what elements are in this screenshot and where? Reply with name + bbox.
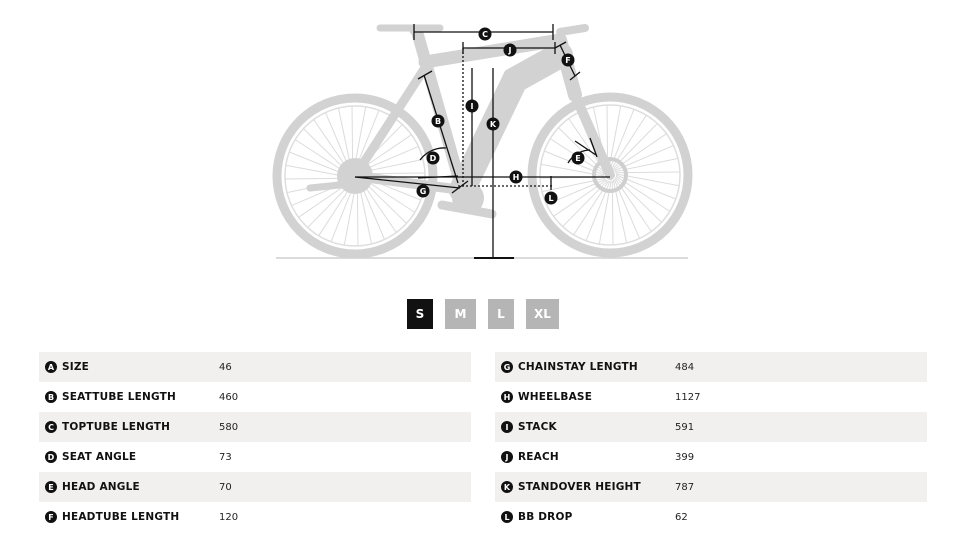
callout-j — [504, 44, 517, 57]
spec-value: 591 — [675, 421, 695, 433]
callout-label: E — [575, 154, 581, 163]
callout-label: K — [489, 120, 497, 129]
spec-label: HEADTUBE LENGTH — [62, 511, 180, 523]
spec-row-reach — [495, 442, 927, 472]
spec-row-wheelbase — [495, 382, 927, 412]
spec-label: TOPTUBE LENGTH — [62, 421, 171, 433]
spec-row-stack — [495, 412, 927, 442]
callout-label: D — [429, 154, 437, 163]
callout-i — [466, 100, 479, 113]
letter-f-badge: F — [45, 511, 57, 523]
spec-label: REACH — [518, 451, 559, 463]
spec-value: 120 — [219, 511, 239, 523]
callout-h — [510, 171, 523, 184]
spec-value: 1127 — [675, 391, 701, 403]
letter-i-badge: I — [501, 421, 513, 433]
size-tab-s[interactable]: S — [407, 299, 433, 329]
letter-a-badge: A — [45, 361, 57, 373]
callout-e — [572, 152, 585, 165]
letter-b-badge: B — [45, 391, 57, 403]
callout-label: J — [508, 46, 512, 55]
letter-l-badge: L — [501, 511, 513, 523]
specs-right-column — [495, 352, 927, 532]
spec-value: 73 — [219, 451, 232, 463]
spec-value: 787 — [675, 481, 695, 493]
spec-value: 62 — [675, 511, 688, 523]
callout-label: G — [419, 187, 427, 196]
spec-label: STACK — [518, 421, 557, 433]
letter-g-badge: G — [501, 361, 513, 373]
spec-value: 70 — [219, 481, 232, 493]
letter-k-badge: K — [501, 481, 513, 493]
size-tab-m[interactable]: M — [445, 299, 476, 329]
spec-label: HEAD ANGLE — [62, 481, 140, 493]
size-selector — [0, 299, 959, 329]
letter-c-badge: C — [45, 421, 57, 433]
spec-label: SIZE — [62, 361, 90, 373]
spec-row-headtube-length — [39, 502, 471, 532]
spec-label: CHAINSTAY LENGTH — [518, 361, 638, 373]
letter-j-badge: J — [501, 451, 513, 463]
spec-row-toptube-length — [39, 412, 471, 442]
callout-label: B — [434, 117, 442, 126]
size-tab-l[interactable]: L — [488, 299, 514, 329]
spec-value: 399 — [675, 451, 695, 463]
letter-d-badge: D — [45, 451, 57, 463]
callout-label: I — [470, 102, 474, 111]
callout-d — [427, 152, 440, 165]
letter-e-badge: E — [45, 481, 57, 493]
callout-g — [417, 185, 430, 198]
spec-row-seattube-length — [39, 382, 471, 412]
callout-l — [545, 192, 558, 205]
callout-label: H — [512, 173, 520, 182]
spec-row-size — [39, 352, 471, 382]
callout-label: C — [482, 30, 488, 39]
spec-label: BB DROP — [518, 511, 573, 523]
spec-row-seat-angle — [39, 442, 471, 472]
spec-row-chainstay-length — [495, 352, 927, 382]
spec-label: WHEELBASE — [518, 391, 593, 403]
callout-f — [562, 54, 575, 67]
callout-k — [487, 118, 500, 131]
callout-c — [479, 28, 492, 41]
spec-row-standover-height — [495, 472, 927, 502]
spec-label: SEAT ANGLE — [62, 451, 137, 463]
spec-value: 46 — [219, 361, 232, 373]
specs-left-column — [39, 352, 471, 532]
callout-label: F — [565, 56, 571, 65]
callout-b — [432, 115, 445, 128]
spec-row-bb-drop — [495, 502, 927, 532]
callout-label: L — [548, 194, 554, 203]
spec-row-head-angle — [39, 472, 471, 502]
size-tab-xl[interactable]: XL — [526, 299, 559, 329]
letter-h-badge: H — [501, 391, 513, 403]
spec-value: 484 — [675, 361, 695, 373]
spec-value: 580 — [219, 421, 239, 433]
spec-value: 460 — [219, 391, 239, 403]
spec-label: STANDOVER HEIGHT — [518, 481, 641, 493]
spec-label: SEATTUBE LENGTH — [62, 391, 177, 403]
